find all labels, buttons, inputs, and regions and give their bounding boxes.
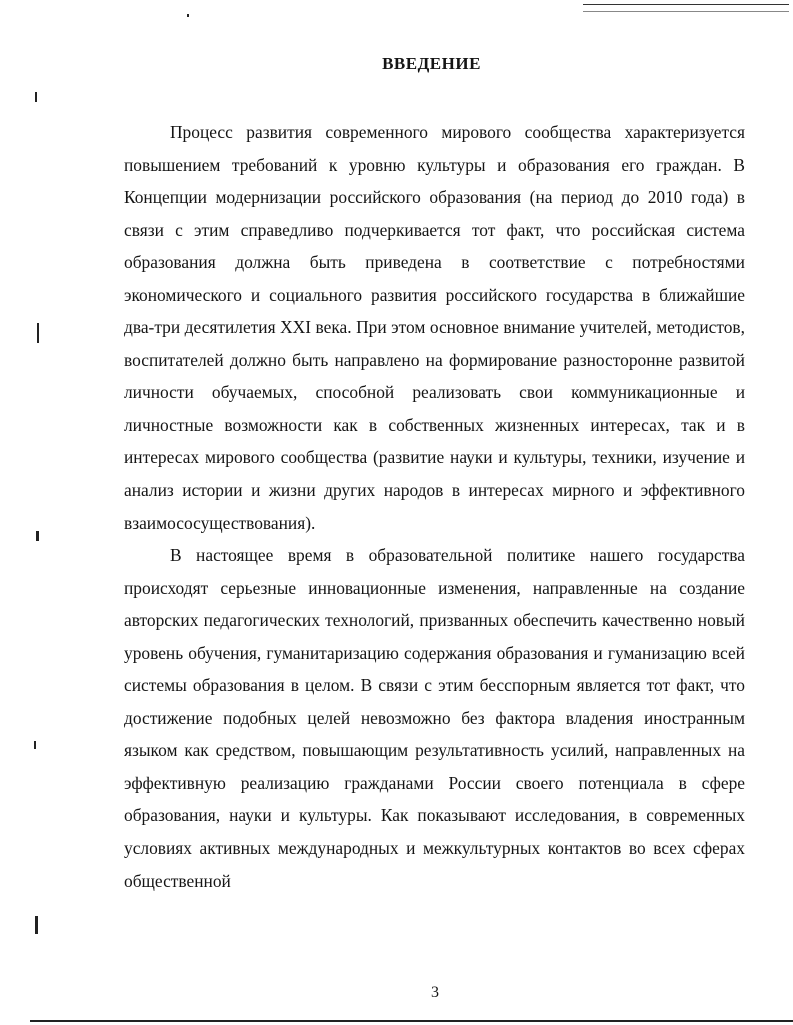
scan-artifact: [34, 741, 36, 749]
scan-artifact: [35, 916, 38, 934]
scan-artifact: [36, 531, 39, 541]
body-text: [124, 116, 745, 897]
paragraph: Процесс развития современного мирового сообщества характеризуется повышением требований к уровню культуры и образования его граждан. В Концепции модернизации российского образования (на период до 2010 года) в связи с этим справедливо подчеркивается тот факт, что российская система образования должна быть приведена в соответствие с потребностями экономического и социального развития российского государства в ближайшие два-три десятилетия XXI века. При этом основное внимание учителей, методистов, воспитателей должно быть направлено на формирование разносторонне развитой личности обучаемых, способной реализовать свои коммуникационные и личностные возможности как в собственных жизненных интересах, так и в интересах мирового сообщества (развитие науки и культуры, техники, изучение и анализ истории и жизни других народов в интересах мирного и эффективного взаимососуществования).: [124, 122, 745, 533]
scan-edge-line: [583, 4, 789, 5]
scan-edge-line: [583, 11, 789, 12]
scan-artifact: [35, 92, 37, 102]
scan-artifact: [187, 14, 189, 17]
scan-edge-line: [30, 1020, 793, 1022]
page-title: ВВЕДЕНИЕ: [382, 54, 481, 73]
scan-artifact: [37, 323, 39, 343]
paragraph: В настоящее время в образовательной политике нашего государства происходят серьезные инновационные изменения, направленные на создание авторских педагогических технологий, призванных обеспечить качественно новый уровень обучения, гуманитаризацию содержания образования и гуманизацию всей системы образования в целом. В связи с этим бесспорным является тот факт, что достижение подобных целей невозможно без фактора владения иностранным языком как средством, повышающим результативность усилий, направленных на эффективную реализацию гражданами России своего потенциала в сфере образования, науки и культуры. Как показывают исследования, в современных условиях активных международных и межкультурных контактов во всех сферах общественной: [124, 545, 745, 891]
page-number: 3: [431, 984, 439, 1001]
